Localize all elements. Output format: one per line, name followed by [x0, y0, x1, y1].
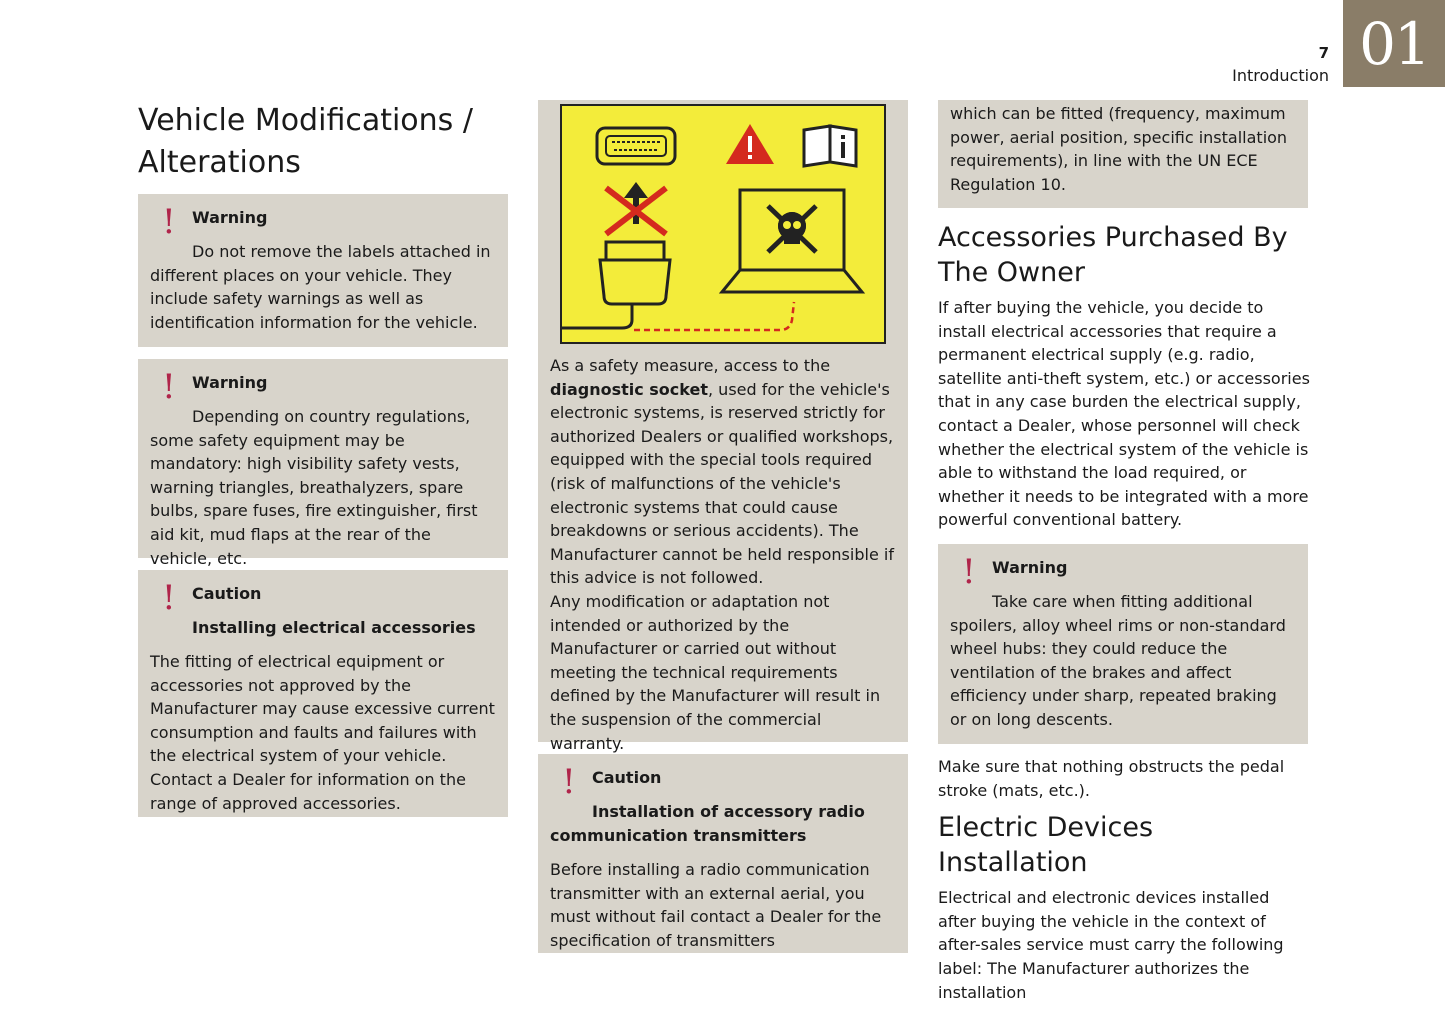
- caution-box-electrical: [138, 570, 508, 817]
- column-1: [138, 100, 508, 184]
- warning-header: [150, 202, 496, 242]
- exclamation-icon: !: [162, 367, 176, 407]
- modification-text: Any modification or adaptation not intended or authorized by the Manufacturer or carried out without meeting the technical requirements defined by the Manufacturer will result in the suspension of the commercial warranty.: [550, 591, 881, 753]
- exclamation-icon: !: [162, 578, 176, 618]
- diagnostic-plug-icon: [562, 242, 670, 328]
- section-name: Introduction: [1232, 66, 1329, 85]
- page-number: 7: [1318, 44, 1329, 62]
- warning-text: Depending on country regulations, some safety equipment may be mandatory: high visibility safety vests, warning triangles, breathalyzers, spare bulbs, spare fuses, fire extinguisher, first aid kit, mud flaps at the rear of the vehicle, etc.: [150, 407, 478, 568]
- no-unplug-icon: [606, 182, 666, 234]
- diagnostic-socket-term: diagnostic socket: [550, 379, 708, 399]
- caution-box-radio: [538, 754, 908, 953]
- caution-text: Before installing a radio communication transmitter with an external aerial, you must without fail contact a Dealer for the specification of transmitters: [550, 860, 882, 950]
- warning-text: Take care when fitting additional spoilers, alloy wheel rims or non-standard wheel hubs: they could reduce the ventilation of the brakes and affect efficiency under sharp, repeated braking or on long descents.: [950, 592, 1286, 729]
- page-title: Vehicle Modifications / Alterations: [138, 103, 473, 180]
- accessories-text: If after buying the vehicle, you decide to install electrical accessories that require a permanent electrical supply (e.g. radio, satellite anti-theft system, etc.) or accessories that in any case burden the electrical supply, contact a Dealer, whose personnel will check whether the electrical system of the vehicle is able to withstand the load required, or whether it needs to be integrated with a more powerful conventional battery.: [938, 298, 1310, 530]
- dashed-connection: [634, 302, 794, 330]
- laptop-skull-icon: [722, 190, 862, 292]
- caution-title: Caution: [192, 584, 262, 603]
- connector-icon: [597, 128, 675, 164]
- warning-title: Warning: [192, 208, 268, 227]
- warning-text: Do not remove the labels attached in different places on your vehicle. They include safety warnings as well as identification information for the vehicle.: [150, 242, 491, 332]
- warning-header: [950, 552, 1296, 592]
- caution-title: Caution: [592, 768, 662, 787]
- chapter-tab: 01: [1343, 0, 1445, 87]
- exclamation-icon: !: [562, 762, 576, 802]
- caution-header: [150, 578, 496, 640]
- warning-box-equipment: [138, 359, 508, 568]
- diagnostic-socket-warning-illustration: [560, 104, 886, 344]
- electric-text: Electrical and electronic devices installed after buying the vehicle in the context of after-sales service must carry the following label: The Manufacturer authorizes the installation: [938, 888, 1284, 1002]
- exclamation-icon: !: [962, 552, 976, 592]
- accessories-section: [938, 220, 1313, 532]
- pedal-text: Make sure that nothing obstructs the pedal stroke (mats, etc.).: [938, 757, 1285, 800]
- diagnostic-socket-text: As a safety measure, access to the diagnostic socket, used for the vehicle's electronic systems, is reserved strictly for authorized Dealers or qualified workshops, equipped with the special tools required (risk of malfunctions of the vehicle's electronic systems that could cause breakdowns or serious accidents). The Manufacturer cannot be held responsible if this advice is not followed.: [550, 356, 894, 588]
- warning-header: [150, 367, 496, 407]
- manual-info-icon: [804, 126, 856, 166]
- electric-title: Electric Devices Installation: [938, 812, 1154, 879]
- warning-title: Warning: [992, 558, 1068, 577]
- accessories-title: Accessories Purchased By The Owner: [938, 222, 1288, 288]
- radio-continued-box: [938, 100, 1308, 208]
- caution-text: The fitting of electrical equipment or accessories not approved by the Manufacturer may cause excessive current consumption and faults and failures with the electrical system of your vehicle. Contact a Dealer for information on the range of approved accessories.: [150, 652, 495, 813]
- caution-header: [550, 762, 896, 802]
- diagnostic-illustration-svg: [562, 106, 884, 342]
- warning-box-spoilers: [938, 544, 1308, 744]
- diagnostic-socket-box: [538, 100, 908, 753]
- warning-box-labels: [138, 194, 508, 347]
- exclamation-icon: !: [162, 202, 176, 242]
- warning-triangle-icon: [726, 124, 774, 164]
- warning-title: Warning: [192, 373, 268, 392]
- electric-section: [938, 755, 1308, 1004]
- caution-subtitle: Installation of accessory radio communication transmitters: [550, 802, 865, 845]
- caution-subtitle: Installing electrical accessories: [192, 618, 476, 637]
- radio-continued-text: which can be fitted (frequency, maximum power, aerial position, specific installation requirements), in line with the UN ECE Regulation 10.: [950, 104, 1288, 194]
